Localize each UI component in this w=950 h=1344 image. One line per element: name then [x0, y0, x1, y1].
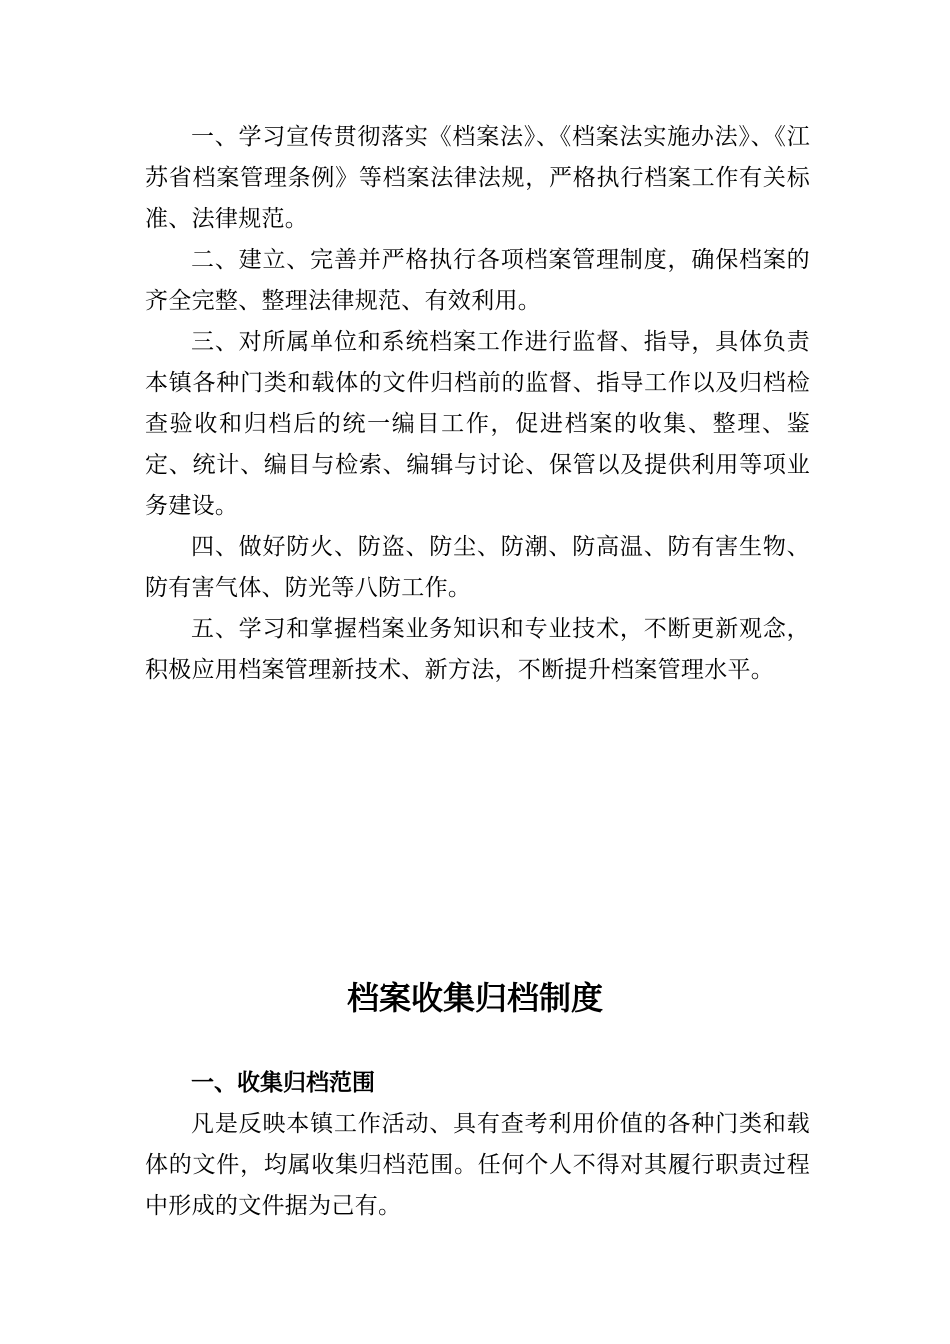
- document-title: 档案收集归档制度: [346, 979, 603, 1017]
- duty-paragraph-2: 二、建立、完善并严格执行各项档案管理制度，确保档案的齐全完整、整理法律规范、有效利用。: [145, 247, 810, 314]
- section-body: 凡是反映本镇工作活动、具有查考利用价值的各种门类和载体的文件，均属收集归档范围。任何个人不得对其履行职责过程中形成的文件据为己有。: [145, 1111, 810, 1219]
- duties-section: [145, 117, 810, 691]
- collection-section: [145, 1063, 810, 1227]
- duty-paragraph-3: 三、对所属单位和系统档案工作进行监督、指导，具体负责本镇各种门类和载体的文件归档前的监督、指导工作以及归档检查验收和归档后的统一编目工作，促进档案的收集、整理、鉴定、统计、编目与检索、编辑与讨论、保管以及提供利用等项业务建设。: [145, 329, 810, 519]
- duty-paragraph-4: 四、做好防火、防盗、防尘、防潮、防高温、防有害生物、防有害气体、防光等八防工作。: [145, 534, 810, 601]
- duty-paragraph-5: 五、学习和掌握档案业务知识和专业技术，不断更新观念，积极应用档案管理新技术、新方法，不断提升档案管理水平。: [145, 616, 810, 683]
- section-heading: 一、收集归档范围: [191, 1070, 375, 1096]
- duty-paragraph-1: 一、学习宣传贯彻落实《档案法》、《档案法实施办法》、《江苏省档案管理条例》等档案法律法规，严格执行档案工作有关标准、法律规范。: [145, 124, 810, 232]
